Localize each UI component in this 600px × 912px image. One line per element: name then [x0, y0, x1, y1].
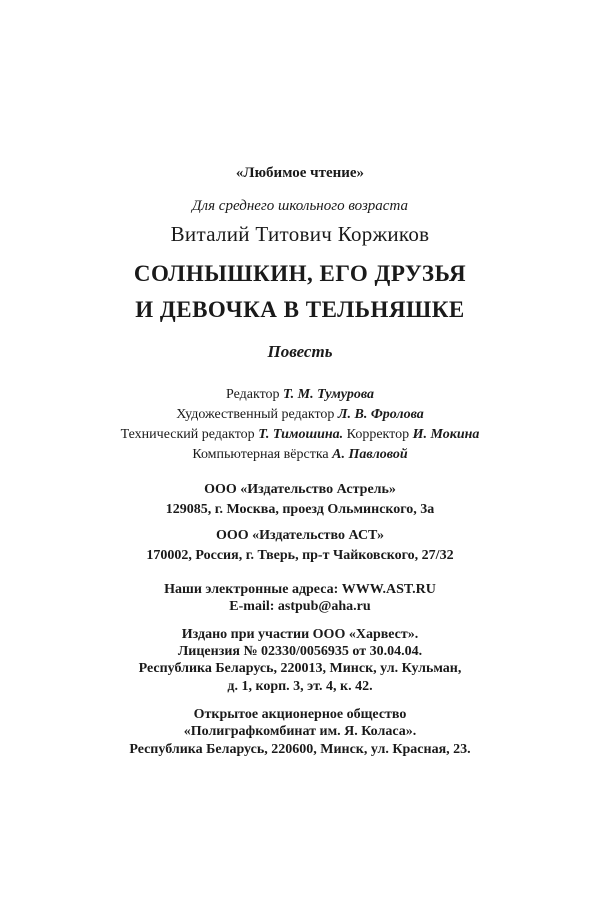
publisher-astrel-name: ООО «Издательство Астрель» — [204, 482, 396, 497]
credit-editor — [0, 388, 600, 402]
credit-art-editor-name: Л. В. Фролова — [337, 407, 424, 422]
genre-label: Повесть — [267, 342, 333, 361]
credit-editor-label: Редактор — [225, 387, 280, 402]
book-title-line-1: СОЛНЫШКИН, ЕГО ДРУЗЬЯ — [133, 261, 467, 286]
credit-tech-editor-name: Т. Тимошина. — [258, 427, 344, 442]
credit-proofreader-name: И. Мокина — [412, 427, 480, 442]
credit-layout-label: Компьютерная вёрстка — [192, 447, 329, 462]
license-line-2: Лицензия № 02330/0056935 от 30.04.04. — [177, 644, 423, 659]
series-name: «Любимое чтение» — [235, 165, 365, 181]
license-line-4: д. 1, корп. 3, эт. 4, к. 42. — [227, 679, 373, 694]
publisher-ast-address: 170002, Россия, г. Тверь, пр-т Чайковского, 27/32 — [146, 548, 454, 563]
printer-line-2: «Полиграфкомбинат им. Я. Коласа». — [183, 724, 417, 739]
credit-editor-name: Т. М. Тумурова — [283, 387, 374, 402]
publisher-astrel-address: 129085, г. Москва, проезд Ольминского, 3а — [165, 502, 435, 517]
web-address: Наши электронные адреса: WWW.AST.RU — [164, 582, 436, 597]
email-address: E-mail: astpub@aha.ru — [229, 599, 371, 614]
credit-layout — [0, 448, 600, 462]
printer-line-1: Открытое акционерное общество — [193, 707, 407, 722]
credit-tech-editor-label: Технический редактор — [120, 427, 255, 442]
license-line-3: Республика Беларусь, 220013, Минск, ул. Кульман, — [138, 661, 462, 676]
credit-art-editor-label: Художественный редактор — [176, 407, 335, 422]
printer-line-3: Республика Беларусь, 220600, Минск, ул. Красная, 23. — [129, 742, 471, 757]
publisher-ast-name: ООО «Издательство АСТ» — [215, 528, 385, 543]
audience-note: Для среднего школьного возраста — [192, 198, 408, 214]
book-title-line-2: И ДЕВОЧКА В ТЕЛЬНЯШКЕ — [135, 297, 465, 322]
license-line-1: Издано при участии ООО «Харвест». — [181, 627, 419, 642]
credit-tech-editor — [0, 428, 600, 442]
author-name: Виталий Титович Коржиков — [170, 222, 430, 246]
credit-art-editor — [0, 408, 600, 422]
credit-proofreader-label: Корректор — [346, 427, 410, 442]
credit-layout-name: А. Павловой — [332, 447, 408, 462]
